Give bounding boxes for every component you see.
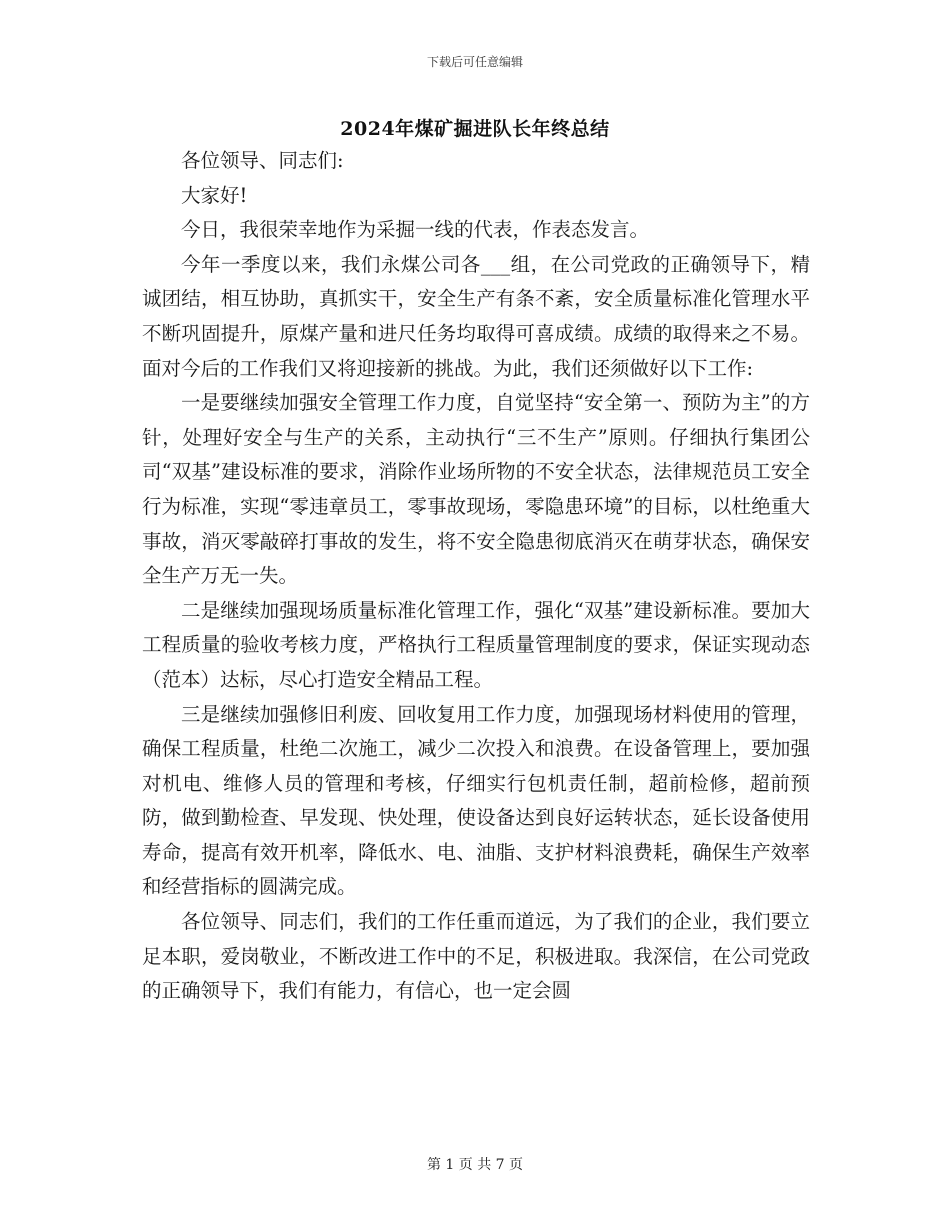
paragraph-point-three: 三是继续加强修旧利废、回收复用工作力度，加强现场材料使用的管理，确保工程质量，杜绝二次施工，减少二次投入和浪费。在设备管理上，要加强对机电、维修人员的管理和考核，仔细实行包机责任制，超前检修，超前预防，做到勤检查、早发现、快处理，使设备达到良好运转状态，延长设备使用寿命，提高有效开机率，降低水、电、油脂、支护材料浪费耗，确保生产效率和经营指标的圆满完成。: [142, 702, 810, 899]
header-note: 下载后可任意编辑: [426, 55, 523, 69]
paragraph-hello: 大家好!: [181, 183, 248, 207]
paragraph-greeting: 各位领导、同志们:: [181, 149, 344, 172]
document-title: 2024年煤矿掘进队长年终总结: [340, 118, 610, 140]
document-body: [142, 144, 810, 1009]
page-number: 第 1 页 共 7 页: [426, 1157, 524, 1173]
paragraph-point-two: 二是继续加强现场质量标准化管理工作，强化“双基”建设新标准。要加大工程质量的验收考核力度，严格执行工程质量管理制度的要求，保证实现动态（范本）达标，尽心打造安全精品工程。: [142, 598, 810, 691]
paragraph-point-one: 一是要继续加强安全管理工作力度，自觉坚持“安全第一、预防为主”的方针，处理好安全与生产的关系，主动执行“三不生产”原则。仔细执行集团公司“双基”建设标准的要求，消除作业场所物的不安全状态，法律规范员工安全行为标准，实现“零违章员工，零事故现场，零隐患环境”的目标，以杜绝重大事故，消灭零敲碎打事故的发生，将不安全隐患彻底消灭在萌芽状态，确保安全生产万无一失。: [142, 391, 810, 588]
paragraph-intro: 今日，我很荣幸地作为采掘一线的代表，作表态发言。: [181, 218, 650, 242]
paragraph-closing: 各位领导、同志们，我们的工作任重而道远，为了我们的企业，我们要立足本职，爱岗敬业，不断改进工作中的不足，积极进取。我深信，在公司党政的正确领导下，我们有能力，有信心，也一定会圆: [142, 910, 810, 1003]
paragraph-overview: 今年一季度以来，我们永煤公司各___组，在公司党政的正确领导下，精诚团结，相互协助，真抓实干，安全生产有条不紊，安全质量标准化管理水平不断巩固提升，原煤产量和进尺任务均取得可喜成绩。成绩的取得来之不易。面对今后的工作我们又将迎接新的挑战。为此，我们还须做好以下工作:: [142, 252, 810, 380]
